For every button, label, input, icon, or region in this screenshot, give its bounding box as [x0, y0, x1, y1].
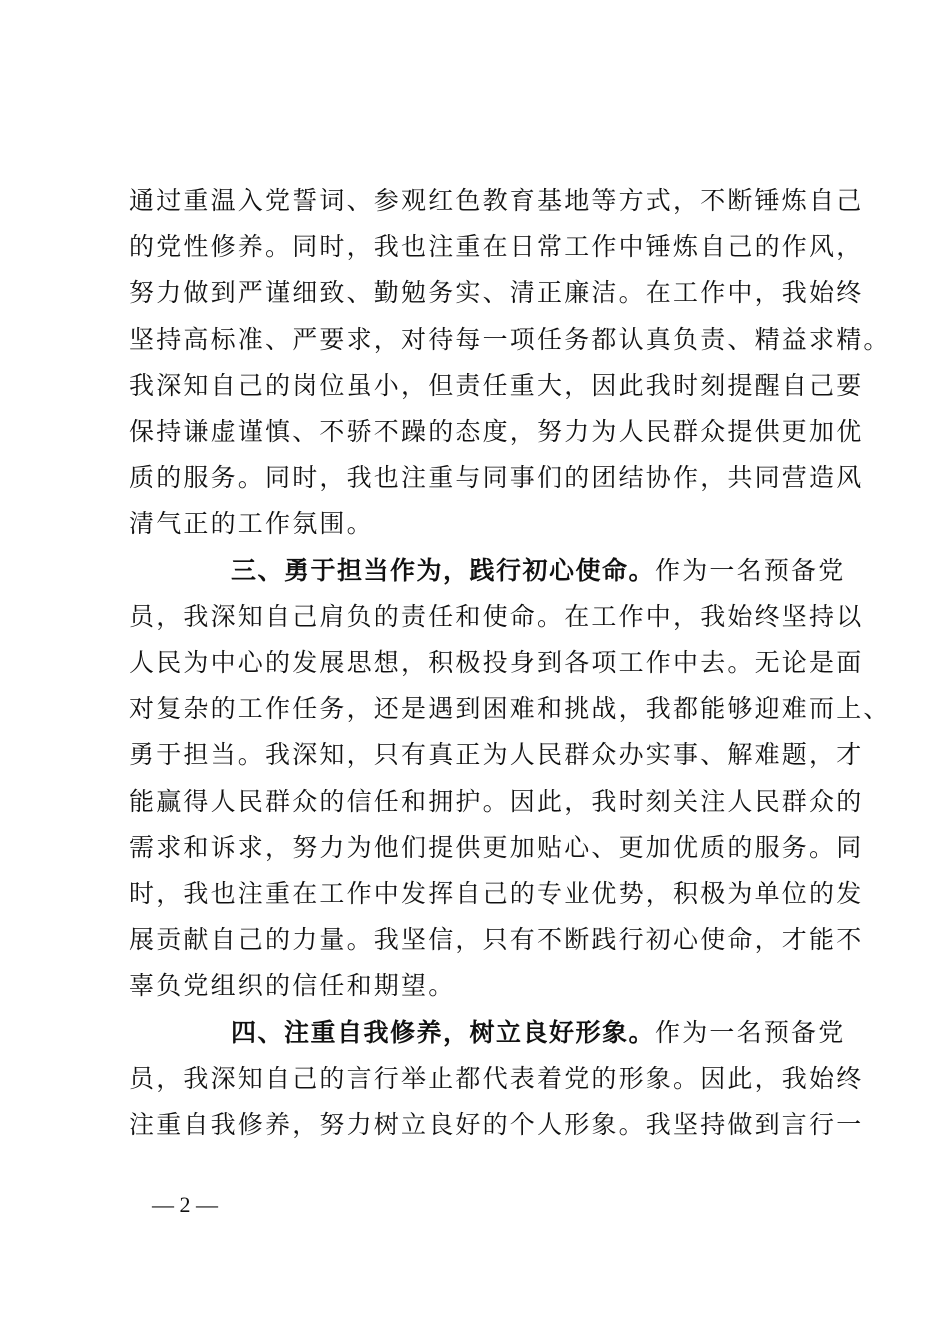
text-line: 勇于担当。我深知，只有真正为人民群众办实事、解难题，才: [129, 740, 864, 770]
text-span: 作为一名预备党: [655, 555, 846, 585]
text-line: 能赢得人民群众的信任和拥护。因此，我时刻关注人民群众的: [129, 786, 864, 816]
text-line: 保持谦虚谨慎、不骄不躁的态度，努力为人民群众提供更加优: [129, 417, 864, 447]
paragraph-1: [129, 178, 891, 548]
text-line: 我深知自己的岗位虽小，但责任重大，因此我时刻提醒自己要: [129, 370, 864, 400]
text-line: 质的服务。同时，我也注重与同事们的团结协作，共同营造风: [129, 463, 864, 493]
paragraph-2: [129, 548, 891, 1010]
text-line: 对复杂的工作任务，还是遇到困难和挑战，我都能够迎难而上、: [129, 694, 891, 724]
text-line: 需求和诉求，努力为他们提供更加贴心、更加优质的服务。同: [129, 832, 864, 862]
section-heading-3: 三、勇于担当作为，践行初心使命。: [231, 555, 656, 585]
text-line: 辜负党组织的信任和期望。: [129, 971, 456, 1001]
text-line: 清气正的工作氛围。: [129, 509, 374, 539]
text-line: 注重自我修养，努力树立良好的个人形象。我坚持做到言行一: [129, 1110, 864, 1140]
text-line: 员，我深知自己的言行举止都代表着党的形象。因此，我始终: [129, 1063, 864, 1093]
text-line: 员，我深知自己肩负的责任和使命。在工作中，我始终坚持以: [129, 601, 864, 631]
text-line: [129, 548, 846, 594]
text-line: 努力做到严谨细致、勤勉务实、清正廉洁。在工作中，我始终: [129, 278, 864, 308]
document-body: [129, 178, 891, 1148]
section-heading-4: 四、注重自我修养，树立良好形象。: [231, 1017, 656, 1047]
text-span: 作为一名预备党: [655, 1017, 846, 1047]
text-line: 人民为中心的发展思想，积极投身到各项工作中去。无论是面: [129, 648, 864, 678]
text-line: 展贡献自己的力量。我坚信，只有不断践行初心使命，才能不: [129, 925, 864, 955]
text-line: 时，我也注重在工作中发挥自己的专业优势，积极为单位的发: [129, 879, 864, 909]
text-line: 通过重温入党誓词、参观红色教育基地等方式，不断锤炼自己: [129, 186, 864, 215]
text-line: 的党性修养。同时，我也注重在日常工作中锤炼自己的作风，: [129, 232, 864, 262]
page-number: — 2 —: [152, 1192, 218, 1217]
text-line: [129, 1010, 846, 1056]
paragraph-3: [129, 1010, 864, 1149]
text-line: 坚持高标准、严要求，对待每一项任务都认真负责、精益求精。: [129, 324, 891, 354]
